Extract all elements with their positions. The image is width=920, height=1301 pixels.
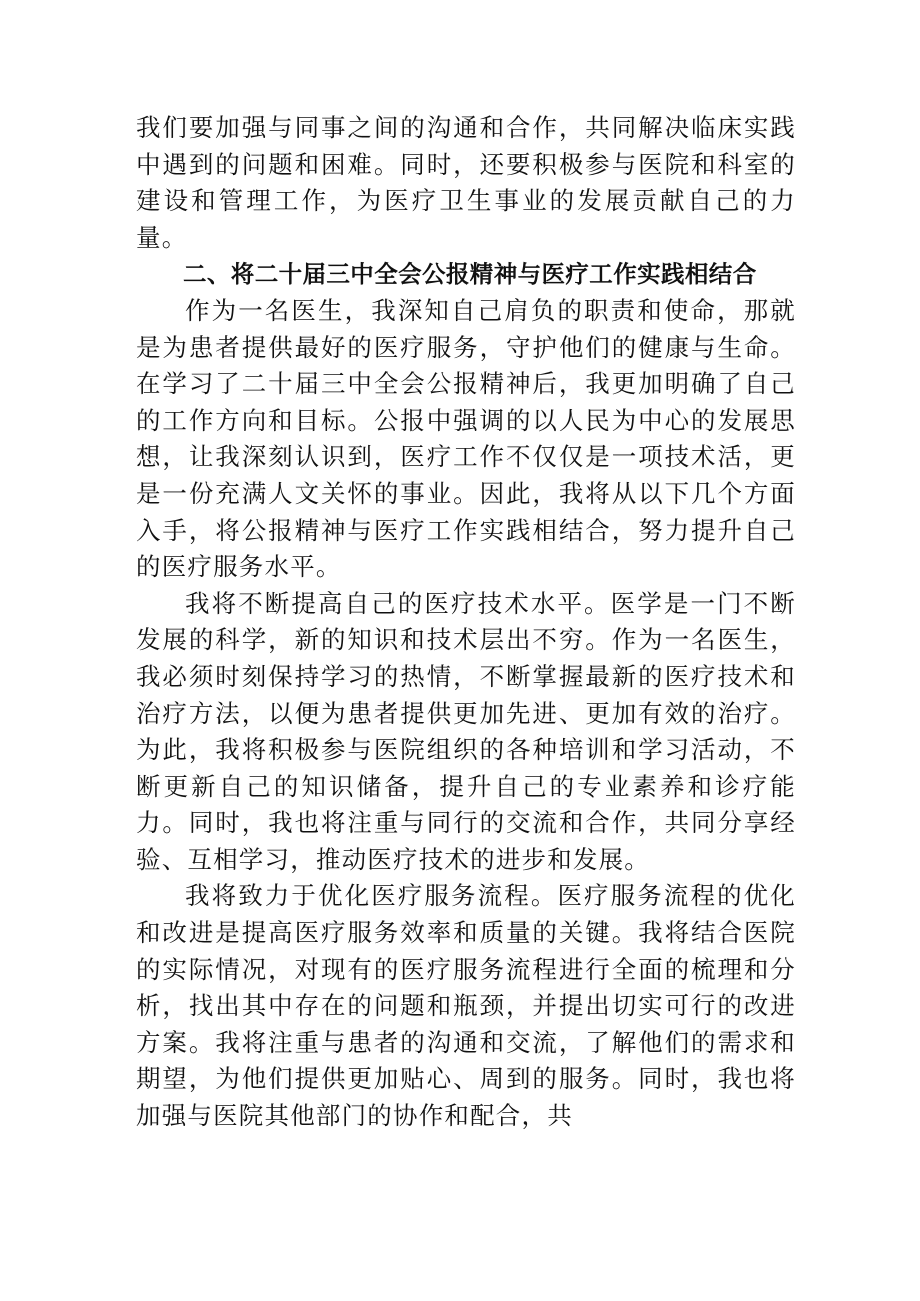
paragraph-skills: 我将不断提高自己的医疗技术水平。医学是一门不断发展的科学，新的知识和技术层出不穷。作为一名医生，我必须时刻保持学习的热情，不断掌握最新的医疗技术和治疗方法，以便为患者提供更加先进、更加有效的治疗。为此，我将积极参与医院组织的各种培训和学习活动，不断更新自己的知识储备，提升自己的专业素养和诊疗能力。同时，我也将注重与同行的交流和合作，共同分享经验、互相学习，推动医疗技术的进步和发展。 (136, 588, 796, 874)
document-body (136, 110, 796, 1135)
paragraph-continuation: 我们要加强与同事之间的沟通和合作，共同解决临床实践中遇到的问题和困难。同时，还要积极参与医院和科室的建设和管理工作，为医疗卫生事业的发展贡献自己的力量。 (136, 113, 796, 252)
paragraph-intro: 作为一名医生，我深知自己肩负的职责和使命，那就是为患者提供最好的医疗服务，守护他们的健康与生命。在学习了二十届三中全会公报精神后，我更加明确了自己的工作方向和目标。公报中强调的以人民为中心的发展思想，让我深刻认识到，医疗工作不仅仅是一项技术活，更是一份充满人文关怀的事业。因此，我将从以下几个方面入手，将公报精神与医疗工作实践相结合，努力提升自己的医疗服务水平。 (136, 295, 796, 582)
section-heading: 二、将二十届三中全会公报精神与医疗工作实践相结合 (183, 260, 757, 289)
paragraph-process: 我将致力于优化医疗服务流程。医疗服务流程的优化和改进是提高医疗服务效率和质量的关键。我将结合医院的实际情况，对现有的医疗服务流程进行全面的梳理和分析，找出其中存在的问题和瓶颈，并提出切实可行的改进方案。我将注重与患者的沟通和交流，了解他们的需求和期望，为他们提供更加贴心、周到的服务。同时，我也将加强与医院其他部门的协作和配合，共 (136, 881, 796, 1131)
